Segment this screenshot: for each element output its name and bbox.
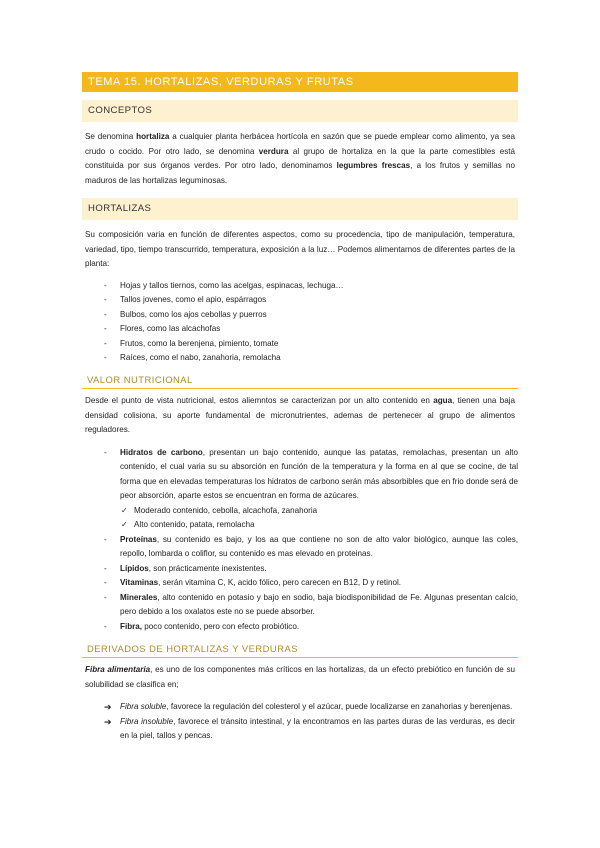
derivados-intro: Fibra alimentaria, es uno de los componentes más críticos en las hortalizas, da un efecto prebiótico en función de su solubilidad se clasifica en; xyxy=(85,665,515,689)
section-heading-conceptos: CONCEPTOS xyxy=(82,100,518,122)
arrow-icon: ➔ xyxy=(104,702,112,713)
plant-parts-list xyxy=(82,279,518,367)
list-item: - Bulbos, como los ajos cebollas y puerros xyxy=(82,308,518,323)
list-item: - Hojas y tallos tiernos, como las acelgas, espinacas, lechuga… xyxy=(82,279,518,294)
list-item-fibra-soluble: ➔ Fibra soluble, favorece la regulación del colesterol y el azúcar, puede localizarse en zanahorias y berenjenas. xyxy=(82,700,518,715)
nutrient-list-cont xyxy=(82,533,518,635)
list-item-proteinas: - Proteínas, su contenido es bajo, y los aa que contiene no son de alto valor biológico, aunque las coles, repollo, lombarda o coliflor, su contenido es mas elevado en proteinas. xyxy=(82,533,518,562)
list-item-fibra-insoluble: ➔ Fibra insoluble, favorece el tránsito intestinal, y la encontramos en las partes duras de las verduras, es decir en la piel, tallos y pencas. xyxy=(104,716,515,741)
section-heading-hortalizas: HORTALIZAS xyxy=(82,198,518,220)
list-item-lipidos: - Lípidos, son prácticamente inexistentes. xyxy=(82,562,518,577)
document-title: TEMA 15. HORTALIZAS, VERDURAS Y FRUTAS xyxy=(82,72,518,92)
hortalizas-intro: Su composición varia en función de diferentes aspectos, como su procedencia, tipo de manipulación, temperatura, variedad, tipo, tiempo transcurrido, temperatura, exposición a la luz… Podemos alimentarnos de diferentes partes de la planta: xyxy=(85,230,515,268)
fibra-types-list xyxy=(82,700,518,744)
list-item: - Frutos, como la berenjena, pimiento, tomate xyxy=(82,337,518,352)
conceptos-paragraph: Se denomina hortaliza a cualquier planta herbácea hortícola en sazón que se puede emplear como alimento, ya sea crudo o cocido. Por otro lado, se denomina verdura al grupo de hortaliza en la que la parte comestibles está constituida por sus órganos verdes. Por otro lado, denominamos legumbres frescas, a los frutos y semillas no maduros de las hortalizas leguminosas. xyxy=(85,132,515,185)
list-item-fibra: - Fibra, poco contenido, pero con efecto probiótico. xyxy=(82,620,518,635)
section-heading-valor-nutricional: VALOR NUTRICIONAL xyxy=(82,374,518,389)
arrow-icon: ➔ xyxy=(104,716,112,727)
valor-paragraph: Desde el punto de vista nutricional, estos aliemntos se caracterizan por un alto contenido en agua, tienen una baja densidad colisiona, su aporte fundamental de micronutrientes, ademas de pertenecer al grupo de alimentos reguladores. xyxy=(85,396,515,435)
nutrient-list xyxy=(82,446,518,504)
checkmark-icon: ✓ xyxy=(121,505,128,515)
list-item-hidratos: - Hidratos de carbono, presentan un bajo contenido, aunque las patatas, remolachas, presentan un alto contenido, el cual varia su su absorción en función de la temperatura y la forma en al que se cocine, de tal forma que en elevadas temperaturas los hidratos de carbono serán más absorbibles que en frio donde será de peor absorción, aparte estos se encuentran en forma de azúcares. xyxy=(82,446,518,504)
carb-content-list xyxy=(82,504,518,533)
document-page xyxy=(82,72,518,744)
checkmark-icon: ✓ xyxy=(121,520,128,530)
check-item: ✓ Moderado contenido, cebolla, alcachofa, zanahoria xyxy=(82,504,518,519)
list-item: - Tallos jovenes, como el apio, espárragos xyxy=(82,293,518,308)
list-item: - Raíces, como el nabo, zanahoria, remolacha xyxy=(82,351,518,366)
section-heading-derivados: DERIVADOS DE HORTALIZAS Y VERDURAS xyxy=(82,643,518,658)
list-item: - Flores, como las alcachofas xyxy=(82,322,518,337)
list-item-minerales: - Minerales, alto contenido en potasio y bajo en sodio, baja biodisponibilidad de Fe. Algunas presentan calcio, pero debido a los oxalatos este no se puede absorber. xyxy=(82,591,518,620)
check-item: ✓ Alto contenido, patata, remolacha xyxy=(82,518,518,533)
list-item-vitaminas: - Vitaminas, serán vitamina C, K, acido fólico, pero carecen en B12, D y retinol. xyxy=(82,576,518,591)
